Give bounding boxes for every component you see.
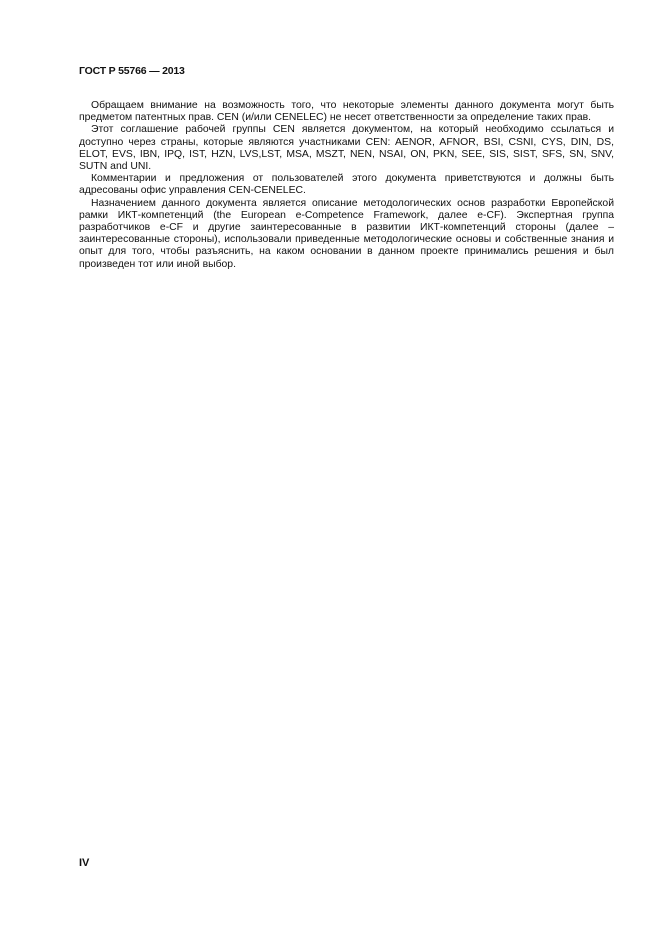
document-code-header: ГОСТ Р 55766 — 2013 bbox=[79, 65, 185, 77]
paragraph-purpose: Назначением данного документа является описание методологических основ разработки Европейской рамки ИКТ-компетенций (the European e-Competence Framework, далее e-CF). Экспертная группа разработчиков e-CF и другие заинтересованные в развитии ИКТ-компетенций стороны (далее – заинтересованные стороны), использовали приведенные методологические основы и собственные знания и опыт для того, чтобы разъяснить, на каком основании в данном проекте принимались решения и был произведен тот или иной выбор. bbox=[79, 197, 614, 270]
paragraph-cen-members: Этот соглашение рабочей группы CEN является документом, на который необходимо ссылаться и доступно через страны, которые являются участниками CEN: AENOR, AFNOR, BSI, CSNI, CYS, DIN, DS, ELOT, EVS, IBN, IPQ, IST, HZN, LVS,LST, MSA, MSZT, NEN, NSAI, ON, PKN, SEE, SIS, SIST, SFS, SN, SNV, SUTN and UNI. bbox=[79, 124, 614, 173]
document-body bbox=[79, 100, 614, 271]
page-number: IV bbox=[79, 857, 90, 869]
paragraph-comments: Комментарии и предложения от пользователей этого документа приветствуются и должны быть адресованы офис управления CEN-CENELEC. bbox=[79, 173, 614, 197]
paragraph-patent-notice: Обращаем внимание на возможность того, что некоторые элементы данного документа могут быть предметом патентных прав. CEN (и/или CENELEC) не несет ответственности за определение таких прав. bbox=[79, 100, 614, 124]
